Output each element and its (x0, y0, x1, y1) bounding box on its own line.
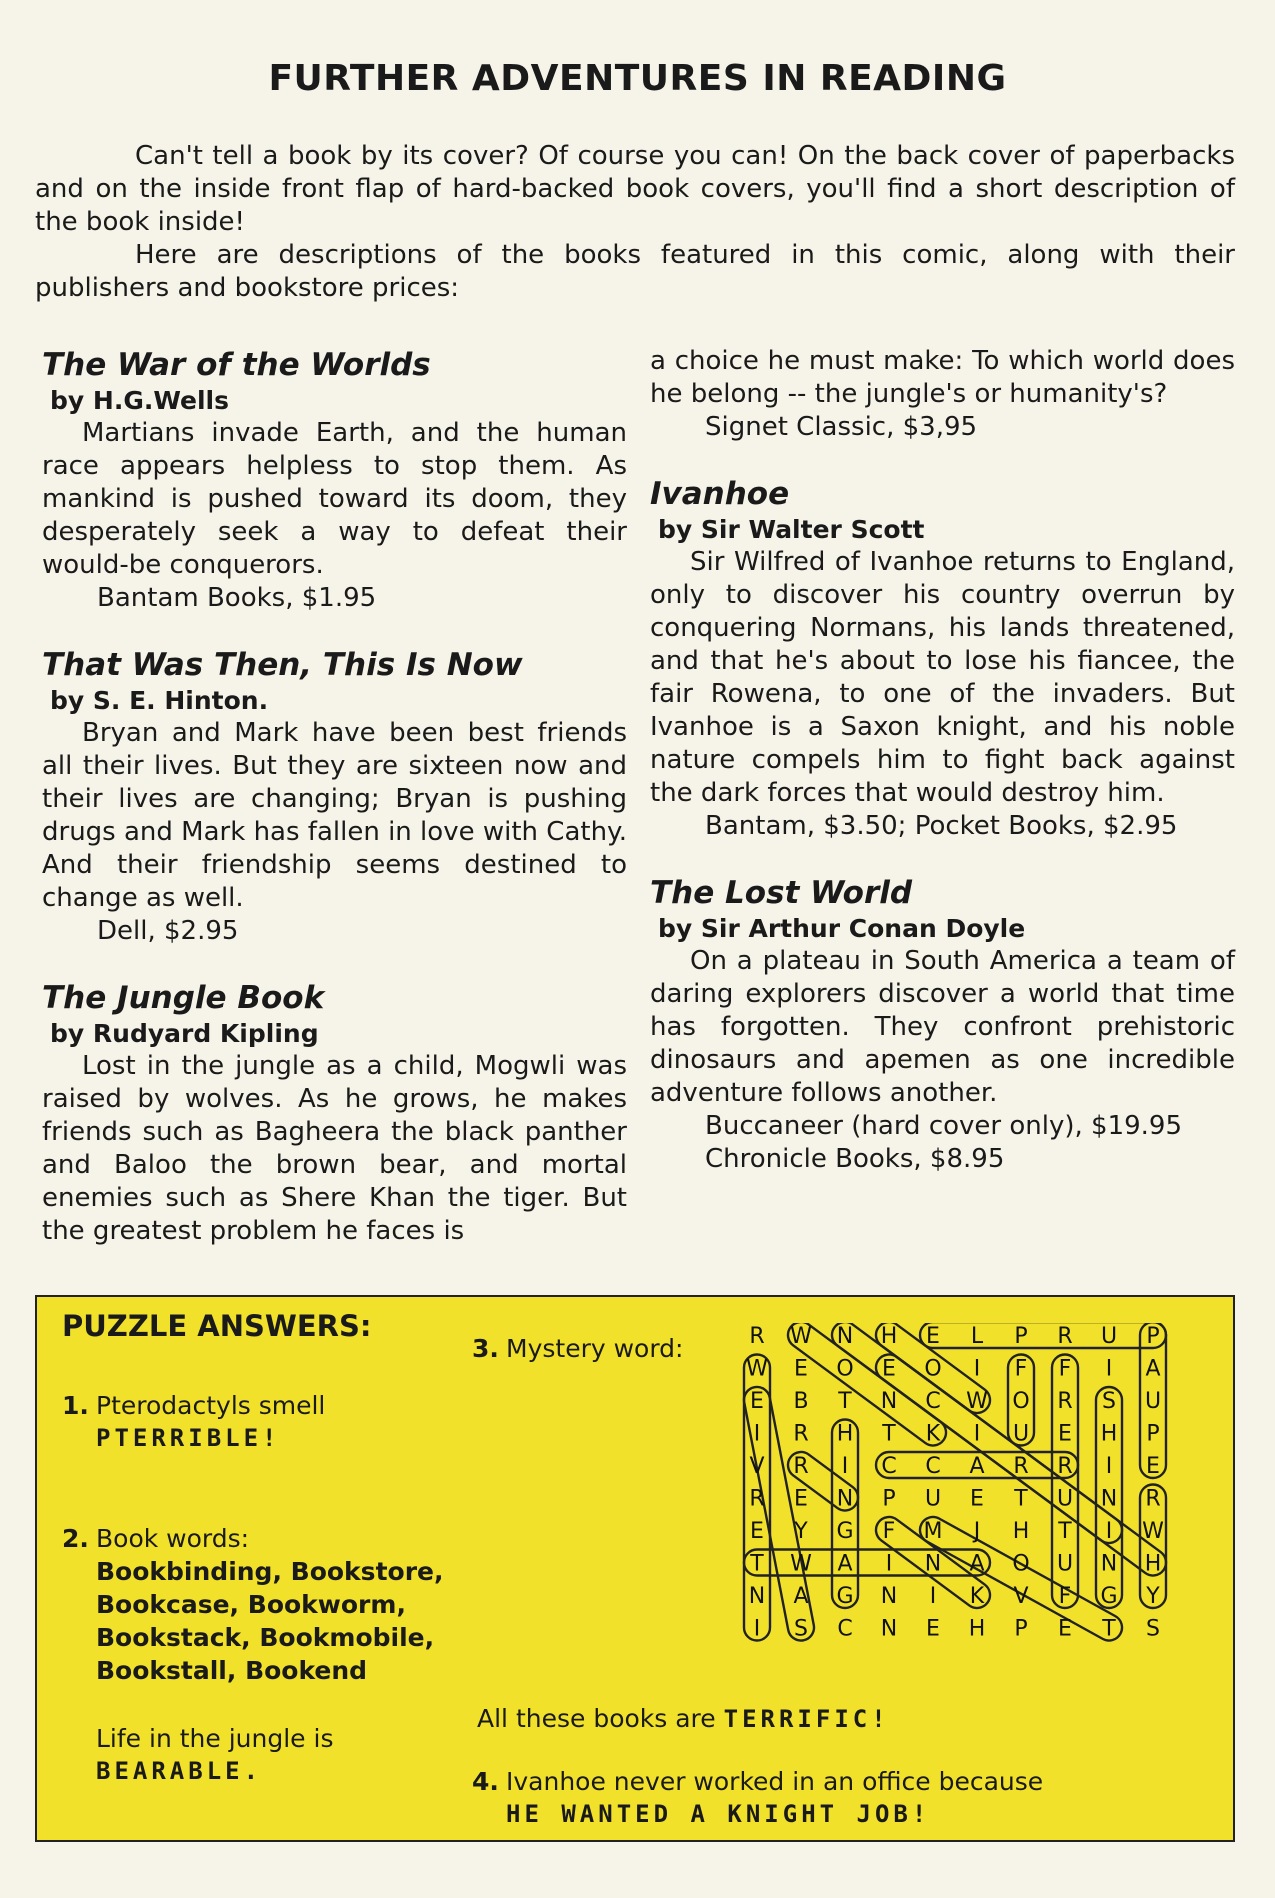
grid-letter: Y (1146, 1584, 1160, 1609)
grid-letter: I (929, 1584, 937, 1609)
book-author: by Rudyard Kipling (50, 1019, 319, 1048)
grid-letter: T (1058, 1519, 1072, 1544)
book-description: Bryan and Mark have been best friends all their lives. But they are sixteen now and their lives are changing; Bryan is pushing drugs and Mark has fallen in love with Cathy. And their friendship seems destined to change as well. (42, 718, 627, 913)
grid-letter: T (1014, 1486, 1028, 1512)
book-title: That Was Then, This Is Now (42, 647, 523, 683)
grid-letter: I (753, 1421, 761, 1447)
grid-letter: E (926, 1616, 940, 1642)
book-price: Dell, $2.95 (97, 916, 239, 946)
grid-letter: R (749, 1324, 765, 1349)
book-jungle-book-continued (650, 345, 1235, 444)
grid-letter: N (1100, 1486, 1118, 1512)
grid-letter: R (1057, 1324, 1073, 1349)
grid-letter: N (924, 1551, 942, 1577)
answer-value: PTERRIBLE! (96, 1424, 281, 1452)
grid-letter: H (968, 1616, 986, 1642)
answer-text: All these books are (477, 1704, 716, 1733)
book-price: Bantam Books, $1.95 (97, 583, 377, 613)
grid-letter: R (1057, 1454, 1073, 1479)
book-ivanhoe (650, 474, 1235, 843)
book-title: The Jungle Book (42, 980, 325, 1016)
grid-letter: N (836, 1486, 854, 1512)
grid-letter: I (841, 1454, 849, 1479)
grid-letter: S (794, 1616, 808, 1642)
grid-letter: R (1013, 1454, 1029, 1479)
grid-letter: W (1142, 1519, 1164, 1544)
grid-letter: E (926, 1324, 940, 1349)
book-price: Buccaneer (hard cover only), $19.95 (705, 1111, 1183, 1141)
grid-letter: C (837, 1616, 853, 1642)
puzzle-heading: PUZZLE ANSWERS: (62, 1309, 372, 1343)
grid-letter: R (793, 1421, 809, 1447)
grid-letter: J (973, 1519, 981, 1544)
answer-text: Life in the jungle is (96, 1724, 334, 1753)
grid-letter: I (885, 1551, 893, 1577)
grid-letter: T (1102, 1616, 1116, 1642)
grid-letter: I (973, 1356, 981, 1382)
grid-letter: T (750, 1551, 764, 1577)
grid-letter: U (1012, 1421, 1030, 1447)
book-description-continued: a choice he must make: To which world does he belong -- the jungle's or humanity's? (650, 346, 1235, 409)
grid-letter: R (1057, 1389, 1073, 1414)
grid-letter: A (969, 1551, 985, 1577)
grid-letter: E (1058, 1616, 1072, 1642)
right-column (650, 345, 1235, 1206)
grid-letter: I (753, 1616, 761, 1642)
grid-letter: P (882, 1486, 896, 1512)
grid-letter: R (793, 1454, 809, 1479)
grid-letter: F (1058, 1356, 1072, 1382)
intro-paragraph-1: Can't tell a book by its cover? Of course you can! On the back cover of paperbacks and on the inside front flap of hard-backed book covers, you'll find a short description of the book inside! (35, 141, 1235, 237)
grid-letter: C (881, 1454, 897, 1479)
left-column (42, 345, 627, 1278)
grid-letter: M (923, 1519, 943, 1544)
word-ring (920, 1323, 1166, 1348)
answer-text: Pterodactyls smell (96, 1391, 326, 1420)
grid-letter: O (924, 1356, 942, 1382)
book-war-of-the-worlds (42, 345, 627, 615)
answer-text: Ivanhoe never worked in an office because (506, 1767, 1044, 1796)
intro-paragraph-2: Here are descriptions of the books featured in this comic, along with their publishers and bookstore prices: (35, 240, 1235, 303)
grid-letter: O (1012, 1389, 1030, 1414)
answer-text: Mystery word: (506, 1334, 684, 1363)
answer-value: TERRIFIC! (723, 1705, 890, 1733)
book-word: Bookcase, Bookworm, (96, 1590, 406, 1619)
grid-letter: R (1145, 1486, 1161, 1512)
answer-2 (62, 1522, 443, 1687)
page-title: FURTHER ADVENTURES IN READING (268, 58, 1007, 99)
grid-letter: P (1014, 1324, 1028, 1349)
puzzle-answers-box (35, 1295, 1235, 1842)
book-price-2: Chronicle Books, $8.95 (705, 1144, 1005, 1174)
word-search-grid (717, 1323, 1217, 1663)
book-that-was-then (42, 645, 627, 948)
grid-letter: N (880, 1616, 898, 1642)
grid-letter: U (1056, 1486, 1074, 1512)
grid-letter: U (1144, 1389, 1162, 1414)
grid-letter: T (838, 1389, 852, 1414)
answer-number: 3. (472, 1334, 499, 1363)
book-author: by Sir Walter Scott (658, 515, 925, 544)
grid-letter: W (746, 1356, 768, 1382)
book-description: Lost in the jungle as a child, Mogwli was raised by wolves. As he grows, he makes friends such as Bagheera the black panther and Baloo the brown bear, and mortal enemies such as Shere Khan the tiger. But the greatest problem he faces is (42, 1051, 627, 1246)
grid-letter: I (1105, 1356, 1113, 1382)
book-word: Bookstall, Bookend (96, 1656, 368, 1685)
grid-letter: G (836, 1584, 854, 1609)
grid-letter: P (1146, 1324, 1160, 1349)
grid-letter: H (1100, 1421, 1118, 1447)
book-title: The Lost World (650, 875, 913, 911)
grid-letter: E (1058, 1421, 1072, 1447)
grid-letter: A (1145, 1356, 1161, 1382)
book-description: On a plateau in South America a team of daring explorers discover a world that time has forgotten. They confront prehistoric dinosaurs and apemen as one incredible adventure follows another. (650, 946, 1235, 1108)
grid-letter: E (794, 1486, 808, 1512)
grid-letter: P (1014, 1616, 1028, 1642)
grid-letter: E (750, 1389, 764, 1414)
grid-letter: O (836, 1356, 854, 1382)
grid-letter: E (882, 1356, 896, 1382)
grid-letter: U (924, 1486, 942, 1512)
grid-letter: F (882, 1519, 896, 1544)
grid-letter: B (793, 1389, 809, 1414)
grid-letter: H (836, 1421, 854, 1447)
grid-letter: N (748, 1584, 766, 1609)
grid-letter: A (837, 1551, 853, 1577)
terrific-answer (477, 1702, 890, 1736)
grid-letter: L (970, 1324, 984, 1349)
grid-letter: E (1146, 1454, 1160, 1479)
answer-value: HE WANTED A KNIGHT JOB! (506, 1800, 931, 1828)
grid-letter: P (1146, 1421, 1160, 1447)
grid-letter: G (1100, 1584, 1118, 1609)
book-description: Sir Wilfred of Ivanhoe returns to England, only to discover his country overrun by conquering Normans, his lands threatened, and that he's about to lose his fiancee, the fair Rowena, to one of the invaders. But Ivanhoe is a Saxon knight, and his noble nature compels him to fight back against the dark forces that would destroy him. (650, 547, 1235, 808)
grid-letter: V (749, 1454, 765, 1479)
grid-letter: N (836, 1324, 854, 1349)
grid-letter: K (969, 1584, 985, 1609)
grid-letter: S (1146, 1616, 1160, 1642)
intro (35, 140, 1235, 305)
book-price: Bantam, $3.50; Pocket Books, $2.95 (705, 811, 1178, 841)
grid-letter: Y (794, 1519, 808, 1544)
grid-letter: W (790, 1551, 812, 1577)
grid-letter: S (1102, 1389, 1116, 1414)
answer-4 (472, 1765, 1043, 1831)
answer-text: Book words: (96, 1524, 250, 1553)
word-ring (832, 1420, 858, 1609)
grid-letter: N (880, 1584, 898, 1609)
grid-letter: R (749, 1486, 765, 1512)
jungle-answer (96, 1722, 333, 1788)
grid-letter: H (1012, 1519, 1030, 1544)
grid-letter: I (1105, 1454, 1113, 1479)
grid-letter: K (925, 1421, 941, 1447)
book-price: Signet Classic, $3,95 (705, 412, 978, 442)
grid-letter: E (970, 1486, 984, 1512)
book-title: Ivanhoe (650, 476, 790, 512)
grid-letter: F (1058, 1584, 1072, 1609)
grid-letter: U (1100, 1324, 1118, 1349)
grid-letter: H (1144, 1551, 1162, 1577)
book-description: Martians invade Earth, and the human race appears helpless to stop them. As mankind is pushed toward its doom, they desperately seek a way to defeat their would-be conquerors. (42, 418, 627, 580)
grid-letter: A (793, 1584, 809, 1609)
book-jungle-book (42, 978, 627, 1248)
book-author: by H.G.Wells (50, 386, 229, 415)
book-word: Bookbinding, Bookstore, (96, 1557, 444, 1586)
grid-letter: E (750, 1519, 764, 1544)
answer-number: 1. (62, 1391, 89, 1420)
book-lost-world (650, 873, 1235, 1176)
grid-letter: G (836, 1519, 854, 1544)
grid-letter: N (880, 1389, 898, 1414)
book-word: Bookstack, Bookmobile, (96, 1623, 435, 1652)
grid-letter: C (925, 1454, 941, 1479)
answer-number: 4. (472, 1767, 499, 1796)
grid-letter: A (969, 1454, 985, 1479)
answer-3 (472, 1332, 683, 1365)
answer-number: 2. (62, 1524, 89, 1553)
grid-letter: E (794, 1356, 808, 1382)
answer-value: BEARABLE. (96, 1757, 263, 1785)
grid-letter: I (1105, 1519, 1113, 1544)
grid-letter: I (973, 1421, 981, 1447)
book-author: by S. E. Hinton. (50, 686, 269, 715)
book-author: by Sir Arthur Conan Doyle (658, 914, 1026, 943)
book-title: The War of the Worlds (42, 347, 431, 383)
grid-letter: W (966, 1389, 988, 1414)
grid-letter: O (1012, 1551, 1030, 1577)
grid-letter: U (1056, 1551, 1074, 1577)
grid-letter: T (882, 1421, 896, 1447)
grid-letter: F (1014, 1356, 1028, 1382)
grid-letter: W (790, 1324, 812, 1349)
grid-letter: N (1100, 1551, 1118, 1577)
grid-letter: C (925, 1389, 941, 1414)
grid-letter: H (880, 1324, 898, 1349)
grid-letter: V (1013, 1584, 1029, 1609)
answer-1 (62, 1389, 325, 1455)
